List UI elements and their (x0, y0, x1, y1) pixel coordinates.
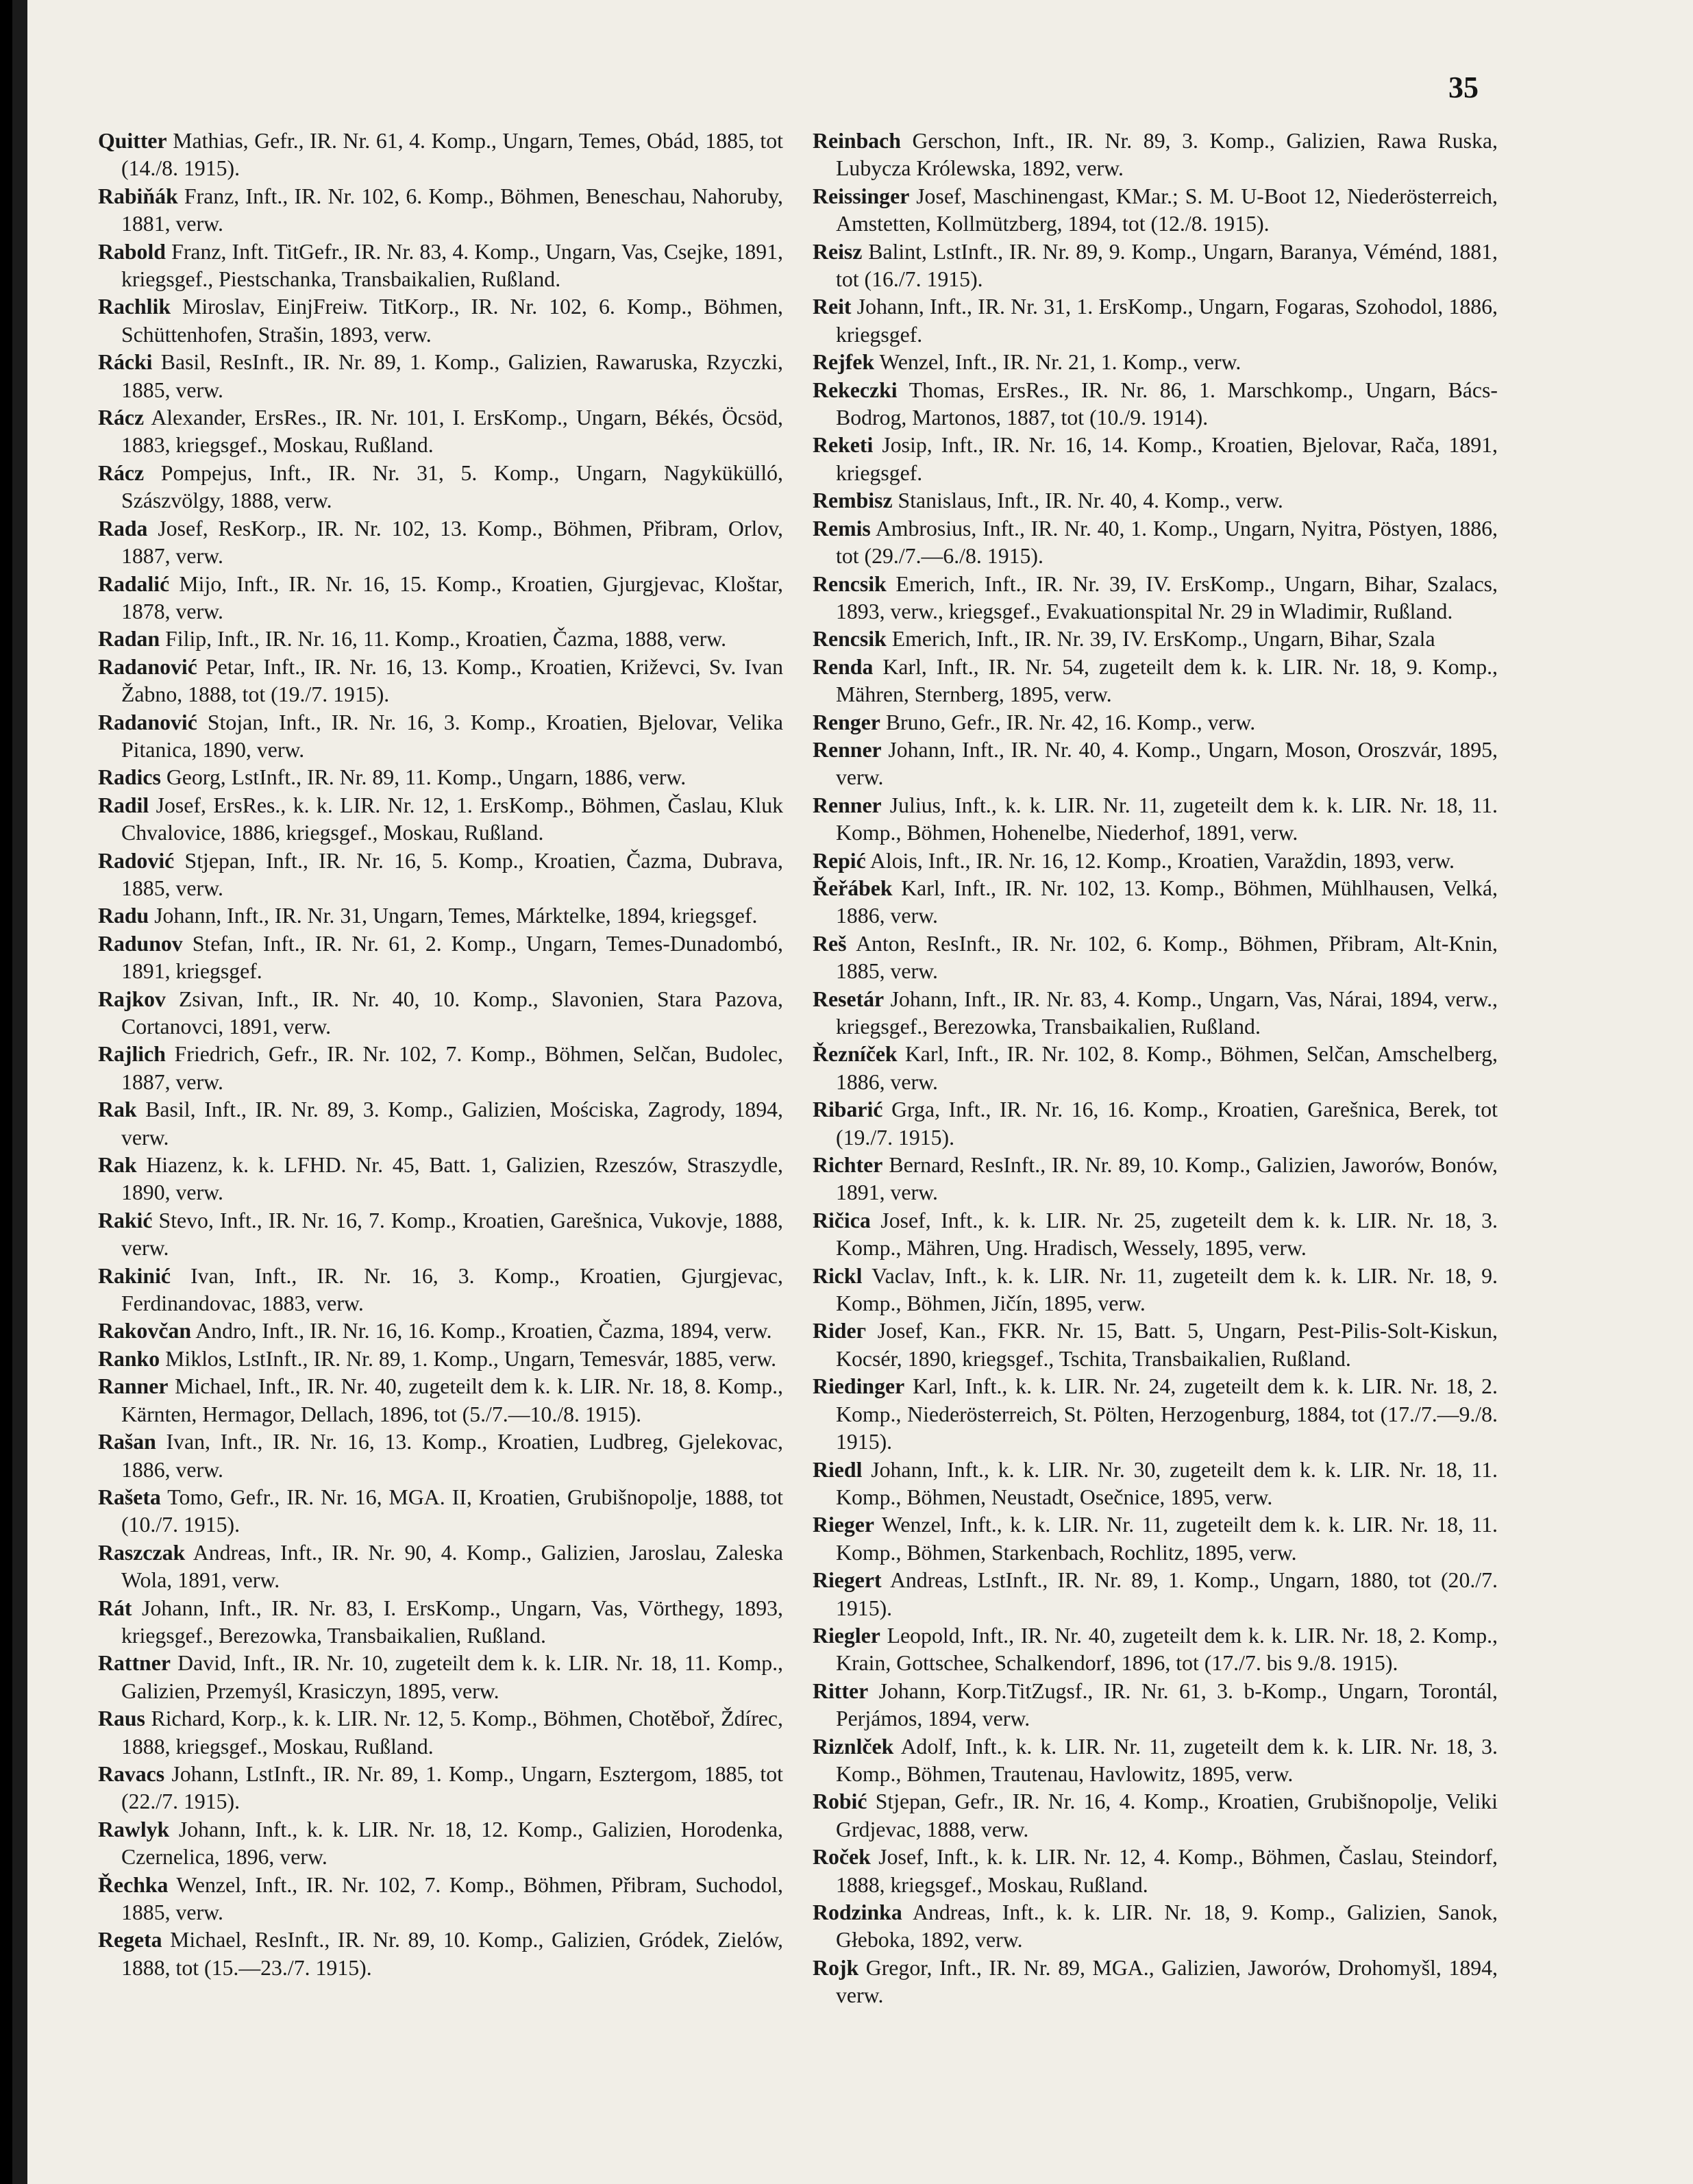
casualty-entry (813, 1955, 1498, 2010)
casualty-entry (813, 654, 1498, 709)
casualty-entry (813, 1096, 1498, 1152)
casualty-entry (813, 709, 1498, 736)
casualty-entry (813, 1317, 1498, 1373)
entry-details: Andreas, LstInft., IR. Nr. 89, 1. Komp., Ungarn, 1880, tot (20./7. 1915). (836, 1568, 1498, 1620)
entry-details: Pompejus, Inft., IR. Nr. 31, 5. Komp., Ungarn, Nagykükülló, Szászvölgy, 1888, verw. (121, 460, 783, 513)
entry-details: Stjepan, Gefr., IR. Nr. 16, 4. Komp., Kroatien, Grubišnopolje, Veliki Grdjevac, 1888, verw. (836, 1789, 1498, 1841)
entry-surname: Radunov (98, 931, 183, 956)
entry-details: Alexander, ErsRes., IR. Nr. 101, I. ErsKomp., Ungarn, Békés, Öcsöd, 1883, kriegsgef., Moskau, Rußland. (121, 406, 783, 458)
casualty-entry (813, 183, 1498, 238)
entry-surname: Renger (813, 710, 880, 734)
entry-surname: Resetár (813, 986, 885, 1011)
entry-details: Johann, Korp.TitZugsf., IR. Nr. 61, 3. b-Komp., Ungarn, Torontál, Perjámos, 1894, verw. (836, 1678, 1498, 1731)
entry-details: Julius, Inft., k. k. LIR. Nr. 11, zugeteilt dem k. k. LIR. Nr. 18, 11. Komp., Böhmen, Hohenelbe, Niederhof, 1891, verw. (836, 793, 1498, 845)
casualty-entry (813, 1733, 1498, 1789)
entry-details: Karl, Inft., IR. Nr. 102, 13. Komp., Böhmen, Mühlhausen, Velká, 1886, verw. (836, 876, 1498, 928)
casualty-entry (813, 625, 1498, 653)
casualty-entry (813, 127, 1498, 183)
entry-surname: Řezníček (813, 1042, 898, 1067)
page-edge (12, 0, 27, 2184)
entry-details: Tomo, Gefr., IR. Nr. 16, MGA. II, Kroatien, Grubišnopolje, 1888, tot (10./7. 1915). (121, 1485, 783, 1537)
entry-surname: Rajkov (98, 986, 166, 1011)
entry-details: Basil, Inft., IR. Nr. 89, 3. Komp., Galizien, Mościska, Zagrody, 1894, verw. (121, 1097, 783, 1150)
left-column (98, 127, 783, 2046)
casualty-entry (98, 571, 783, 626)
entry-details: Emerich, Inft., IR. Nr. 39, IV. ErsKomp., Ungarn, Bihar, Szala (891, 627, 1435, 652)
entry-details: Wenzel, Inft., k. k. LIR. Nr. 11, zugeteilt dem k. k. LIR. Nr. 18, 11. Komp., Böhmen, Starkenbach, Rochlitz, 1895, verw. (836, 1513, 1498, 1565)
entry-details: Josef, ResKorp., IR. Nr. 102, 13. Komp., Böhmen, Přibram, Orlov, 1887, verw. (121, 516, 783, 569)
entry-surname: Reinbach (813, 129, 901, 153)
entry-details: Alois, Inft., IR. Nr. 16, 12. Komp., Kroatien, Varaždin, 1893, verw. (869, 848, 1455, 873)
entry-surname: Ričica (813, 1208, 871, 1232)
entry-surname: Rabiňák (98, 184, 178, 208)
casualty-entry (98, 1317, 783, 1345)
entry-details: Anton, ResInft., IR. Nr. 102, 6. Komp., Böhmen, Přibram, Alt-Knin, 1885, verw. (836, 931, 1498, 984)
entry-surname: Rašeta (98, 1485, 161, 1509)
entry-surname: Riedl (813, 1457, 863, 1482)
casualty-entry (813, 1041, 1498, 1096)
entry-details: Adolf, Inft., k. k. LIR. Nr. 11, zugeteilt dem k. k. LIR. Nr. 18, 3. Komp., Böhmen, Trautenau, Havlowitz, 1895, verw. (836, 1734, 1498, 1786)
entry-surname: Rieger (813, 1513, 875, 1537)
casualty-entry (98, 930, 783, 986)
casualty-entry (98, 709, 783, 765)
entry-surname: Ritter (813, 1678, 869, 1703)
entry-surname: Rejfek (813, 350, 875, 375)
entry-surname: Remis (813, 516, 871, 541)
entry-details: Stanislaus, Inft., IR. Nr. 40, 4. Komp., verw. (898, 488, 1283, 513)
page-number: 35 (1448, 71, 1479, 104)
entry-surname: Rencsik (813, 571, 887, 596)
casualty-entry (98, 625, 783, 653)
casualty-entry (98, 1345, 783, 1373)
entry-surname: Rácz (98, 406, 145, 430)
casualty-entry (98, 986, 783, 1041)
casualty-entry (813, 1207, 1498, 1263)
entry-details: Wenzel, Inft., IR. Nr. 21, 1. Komp., verw. (879, 350, 1241, 375)
casualty-entry (98, 654, 783, 709)
entry-surname: Rabold (98, 239, 166, 264)
entry-surname: Rekeczki (813, 377, 898, 402)
entry-surname: Reit (813, 295, 852, 319)
entry-surname: Roček (813, 1845, 871, 1870)
entry-surname: Radan (98, 627, 160, 652)
entry-details: Petar, Inft., IR. Nr. 16, 13. Komp., Kroatien, Križevci, Sv. Ivan Žabno, 1888, tot (19./7. 1915). (121, 654, 783, 707)
entry-surname: Rada (98, 516, 148, 541)
casualty-entry (98, 1705, 783, 1761)
entry-surname: Ravacs (98, 1761, 165, 1786)
casualty-entry (98, 404, 783, 460)
entry-details: David, Inft., IR. Nr. 10, zugeteilt dem k. k. LIR. Nr. 18, 11. Komp., Galizien, Przemyśl, Krasiczyn, 1895, verw. (121, 1651, 783, 1703)
entry-surname: Raus (98, 1707, 145, 1731)
casualty-entry (98, 238, 783, 294)
casualty-entry (98, 1595, 783, 1650)
entry-details: Johann, Inft., IR. Nr. 83, I. ErsKomp., Ungarn, Vas, Vörthegy, 1893, kriegsgef., Berezowka, Transbaikalien, Rußland. (121, 1596, 783, 1648)
casualty-entry (98, 1761, 783, 1816)
casualty-entry (813, 1899, 1498, 1955)
entry-details: Johann, Inft., IR. Nr. 83, 4. Komp., Ungarn, Vas, Nárai, 1894, verw., kriegsgef., Berezowka, Transbaikalien, Rußland. (836, 986, 1498, 1039)
entry-surname: Riegert (813, 1568, 882, 1593)
entry-details: Josip, Inft., IR. Nr. 16, 14. Komp., Kroatien, Bjelovar, Rača, 1891, kriegsgef. (836, 433, 1498, 485)
entry-details: Josef, Kan., FKR. Nr. 15, Batt. 5, Ungarn, Pest-Pilis-Solt-Kiskun, Kocsér, 1890, kriegsgef., Tschita, Transbaikalien, Rußland. (836, 1319, 1498, 1371)
entry-details: Stefan, Inft., IR. Nr. 61, 2. Komp., Ungarn, Temes-Dunadombó, 1891, kriegsgef. (121, 931, 783, 984)
entry-surname: Rakinić (98, 1263, 171, 1288)
casualty-entry (98, 349, 783, 404)
entry-details: Johann, Inft., IR. Nr. 40, 4. Komp., Ungarn, Moson, Oroszvár, 1895, verw. (836, 737, 1498, 790)
entry-details: Ambrosius, Inft., IR. Nr. 40, 1. Komp., Ungarn, Nyitra, Pöstyen, 1886, tot (29./7.—6./8. 1915). (836, 516, 1498, 569)
entry-details: Gerschon, Inft., IR. Nr. 89, 3. Komp., Galizien, Rawa Ruska, Lubycza Królewska, 1892, verw. (836, 129, 1498, 181)
casualty-entry (98, 1207, 783, 1263)
casualty-entry (813, 487, 1498, 514)
casualty-entry (813, 1567, 1498, 1622)
entry-details: Gregor, Inft., IR. Nr. 89, MGA., Galizien, Jaworów, Drohomyšl, 1894, verw. (836, 1955, 1498, 2008)
casualty-entry (813, 875, 1498, 930)
entry-surname: Rawlyk (98, 1817, 170, 1841)
casualty-entry (98, 1484, 783, 1539)
casualty-entry (813, 515, 1498, 571)
casualty-entry (813, 571, 1498, 626)
entry-surname: Řechka (98, 1872, 169, 1897)
entry-details: Miroslav, EinjFreiw. TitKorp., IR. Nr. 102, 6. Komp., Böhmen, Schüttenhofen, Strašin, 1893, verw. (121, 295, 783, 347)
entry-surname: Rencsik (813, 627, 887, 652)
entry-details: Andreas, Inft., IR. Nr. 90, 4. Komp., Galizien, Jaroslau, Zaleska Wola, 1891, verw. (121, 1540, 783, 1593)
entry-details: Mijo, Inft., IR. Nr. 16, 15. Komp., Kroatien, Gjurgjevac, Kloštar, 1878, verw. (121, 571, 783, 623)
entry-surname: Rachlik (98, 295, 171, 319)
entry-details: Michael, Inft., IR. Nr. 40, zugeteilt dem k. k. LIR. Nr. 18, 8. Komp., Kärnten, Hermagor, Dellach, 1896, tot (5./7.—10./8. 1915). (121, 1374, 783, 1426)
casualty-entry (98, 127, 783, 183)
entry-details: Josef, Inft., k. k. LIR. Nr. 25, zugeteilt dem k. k. LIR. Nr. 18, 3. Komp., Mähren, Ung. Hradisch, Wessely, 1895, verw. (836, 1208, 1498, 1261)
entry-details: Franz, Inft., IR. Nr. 102, 6. Komp., Böhmen, Beneschau, Nahoruby, 1881, verw. (121, 184, 783, 236)
casualty-entry (98, 1428, 783, 1484)
entry-details: Josef, ErsRes., k. k. LIR. Nr. 12, 1. ErsKomp., Böhmen, Časlau, Kluk Chvalovice, 1886, kriegsgef., Moskau, Rußland. (121, 793, 783, 845)
entry-details: Basil, ResInft., IR. Nr. 89, 1. Komp., Galizien, Rawaruska, Rzyczki, 1885, verw. (121, 350, 783, 402)
entry-surname: Renda (813, 654, 874, 679)
entry-details: Stevo, Inft., IR. Nr. 16, 7. Komp., Kroatien, Garešnica, Vukovje, 1888, verw. (121, 1208, 783, 1261)
entry-details: Stojan, Inft., IR. Nr. 16, 3. Komp., Kroatien, Bjelovar, Velika Pitanica, 1890, verw. (121, 710, 783, 762)
entry-details: Andro, Inft., IR. Nr. 16, 16. Komp., Kroatien, Čazma, 1894, verw. (195, 1319, 772, 1343)
casualty-entry (98, 1650, 783, 1705)
entry-surname: Repić (813, 848, 866, 873)
entry-details: Richard, Korp., k. k. LIR. Nr. 12, 5. Komp., Böhmen, Chotěboř, Ždírec, 1888, kriegsgef., Moskau, Rußland. (121, 1707, 783, 1759)
entry-details: Leopold, Inft., IR. Nr. 40, zugeteilt dem k. k. LIR. Nr. 18, 2. Komp., Krain, Gottschee, Schalkendorf, 1896, tot (17./7. bis 9./8. 1915). (836, 1623, 1498, 1676)
casualty-entry (98, 1263, 783, 1318)
entry-surname: Richter (813, 1153, 883, 1178)
entry-surname: Quitter (98, 129, 167, 153)
casualty-entry (98, 1926, 783, 1982)
entry-surname: Rickl (813, 1263, 863, 1288)
casualty-entry (813, 293, 1498, 349)
entry-details: Mathias, Gefr., IR. Nr. 61, 4. Komp., Ungarn, Temes, Obád, 1885, tot (14./8. 1915). (121, 129, 783, 181)
right-column (813, 127, 1498, 2046)
entry-surname: Ranner (98, 1374, 169, 1399)
entry-surname: Radović (98, 848, 175, 873)
entry-details: Miklos, LstInft., IR. Nr. 89, 1. Komp., Ungarn, Temesvár, 1885, verw. (165, 1346, 777, 1371)
entry-details: Balint, LstInft., IR. Nr. 89, 9. Komp., Ungarn, Baranya, Véménd, 1881, tot (16./7. 1915). (836, 239, 1498, 292)
entry-details: Josef, Maschinengast, KMar.; S. M. U-Boot 12, Niederösterreich, Amstetten, Kollmützberg, 1894, tot (12./8. 1915). (836, 184, 1498, 236)
casualty-entry (98, 1872, 783, 1927)
entry-surname: Riedinger (813, 1374, 905, 1399)
casualty-entry (98, 1041, 783, 1096)
entry-details: Johann, Inft., k. k. LIR. Nr. 18, 12. Komp., Galizien, Horodenka, Czernelica, 1896, verw. (121, 1817, 783, 1870)
entry-surname: Robić (813, 1789, 867, 1814)
entry-surname: Radics (98, 765, 161, 790)
entry-surname: Rácki (98, 350, 153, 375)
entry-details: Andreas, Inft., k. k. LIR. Nr. 18, 9. Komp., Galizien, Sanok, Głeboka, 1892, verw. (836, 1900, 1498, 1952)
entry-surname: Rodzinka (813, 1900, 902, 1924)
entry-details: Ivan, Inft., IR. Nr. 16, 13. Komp., Kroatien, Ludbreg, Gjelekovac, 1886, verw. (121, 1430, 783, 1482)
entry-surname: Ribarić (813, 1097, 883, 1122)
casualty-entry (98, 764, 783, 791)
entry-details: Stjepan, Inft., IR. Nr. 16, 5. Komp., Kroatien, Čazma, Dubrava, 1885, verw. (121, 848, 783, 900)
entry-details: Ivan, Inft., IR. Nr. 16, 3. Komp., Kroatien, Gjurgjevac, Ferdinandovac, 1883, verw. (121, 1263, 783, 1316)
entry-details: Emerich, Inft., IR. Nr. 39, IV. ErsKomp., Ungarn, Bihar, Szalacs, 1893, verw., kriegsgef., Evakuationspital Nr. 29 in Wladimir, Rußland. (836, 571, 1498, 623)
casualty-entry (98, 847, 783, 903)
entry-surname: Rašan (98, 1430, 156, 1454)
entry-details: Johann, Inft., IR. Nr. 31, 1. ErsKomp., Ungarn, Fogaras, Szohodol, 1886, kriegsgef. (836, 295, 1498, 347)
entry-surname: Rak (98, 1097, 137, 1122)
entry-details: Michael, ResInft., IR. Nr. 89, 10. Komp., Galizien, Gródek, Zielów, 1888, tot (15.—23./7. 1915). (121, 1928, 783, 1980)
entry-surname: Radalić (98, 571, 170, 596)
entry-surname: Riznlček (813, 1734, 894, 1759)
casualty-entry (813, 792, 1498, 847)
document-page (27, 0, 1693, 2184)
entry-surname: Rakić (98, 1208, 153, 1232)
casualty-entry (813, 1678, 1498, 1733)
entry-details: Filip, Inft., IR. Nr. 16, 11. Komp., Kroatien, Čazma, 1888, verw. (165, 627, 727, 652)
entry-surname: Řeřábek (813, 876, 893, 900)
entry-surname: Radu (98, 904, 149, 928)
entry-details: Karl, Inft., k. k. LIR. Nr. 24, zugeteilt dem k. k. LIR. Nr. 18, 2. Komp., Niederösterreich, St. Pölten, Herzogenburg, 1884, tot (17./7.—9./8. 1915). (836, 1374, 1498, 1454)
entry-surname: Rát (98, 1596, 132, 1620)
entry-surname: Rak (98, 1153, 137, 1178)
casualty-entry (813, 1373, 1498, 1456)
entry-details: Friedrich, Gefr., IR. Nr. 102, 7. Komp., Böhmen, Selčan, Budolec, 1887, verw. (121, 1042, 783, 1094)
casualty-entry (98, 1539, 783, 1595)
entry-surname: Riegler (813, 1623, 880, 1648)
casualty-entry (813, 1844, 1498, 1899)
entry-details: Franz, Inft. TitGefr., IR. Nr. 83, 4. Komp., Ungarn, Vas, Csejke, 1891, kriegsgef., Piestschanka, Transbaikalien, Rußland. (121, 239, 783, 292)
entry-surname: Radanović (98, 710, 197, 734)
entry-surname: Rembisz (813, 488, 893, 513)
entry-surname: Radil (98, 793, 149, 817)
entry-surname: Radanović (98, 654, 197, 679)
casualty-entry (813, 736, 1498, 792)
entry-surname: Raszczak (98, 1540, 186, 1565)
entry-details: Johann, Inft., IR. Nr. 31, Ungarn, Temes, Márktelke, 1894, kriegsgef. (154, 904, 758, 928)
entry-surname: Rajlich (98, 1042, 166, 1067)
entry-details: Johann, LstInft., IR. Nr. 89, 1. Komp., Ungarn, Esztergom, 1885, tot (22./7. 1915). (121, 1761, 783, 1814)
casualty-entry (813, 1788, 1498, 1844)
entry-details: Grga, Inft., IR. Nr. 16, 16. Komp., Kroatien, Garešnica, Berek, tot (19./7. 1915). (836, 1097, 1498, 1150)
entry-surname: Reisz (813, 239, 863, 264)
entry-surname: Renner (813, 793, 882, 817)
entry-details: Josef, Inft., k. k. LIR. Nr. 12, 4. Komp., Böhmen, Časlau, Steindorf, 1888, kriegsgef., Moskau, Rußland. (836, 1845, 1498, 1897)
entry-details: Wenzel, Inft., IR. Nr. 102, 7. Komp., Böhmen, Přibram, Suchodol, 1885, verw. (121, 1872, 783, 1924)
entry-surname: Renner (813, 737, 882, 762)
casualty-entry (813, 432, 1498, 487)
casualty-entry (813, 1263, 1498, 1318)
entry-details: Thomas, ErsRes., IR. Nr. 86, 1. Marschkomp., Ungarn, Bács-Bodrog, Martonos, 1887, tot (10./9. 1914). (836, 377, 1498, 430)
entry-details: Karl, Inft., IR. Nr. 54, zugeteilt dem k. k. LIR. Nr. 18, 9. Komp., Mähren, Sternberg, 1895, verw. (836, 654, 1498, 707)
entry-surname: Reissinger (813, 184, 910, 208)
entry-surname: Rácz (98, 460, 145, 485)
entry-details: Vaclav, Inft., k. k. LIR. Nr. 11, zugeteilt dem k. k. LIR. Nr. 18, 9. Komp., Böhmen, Jičín, 1895, verw. (836, 1263, 1498, 1316)
casualty-entry (813, 238, 1498, 294)
entry-surname: Rattner (98, 1651, 171, 1676)
casualty-entry (813, 349, 1498, 376)
entry-details: Hiazenz, k. k. LFHD. Nr. 45, Batt. 1, Galizien, Rzeszów, Straszydle, 1890, verw. (121, 1153, 783, 1205)
casualty-entry (813, 986, 1498, 1041)
casualty-entry (813, 1152, 1498, 1207)
casualty-entry (813, 847, 1498, 875)
casualty-entry (98, 1096, 783, 1152)
casualty-entry (98, 183, 783, 238)
casualty-entry (98, 515, 783, 571)
casualty-entry (98, 293, 783, 349)
entry-surname: Rakovčan (98, 1319, 192, 1343)
entry-details: Georg, LstInft., IR. Nr. 89, 11. Komp., Ungarn, 1886, verw. (166, 765, 687, 790)
entry-surname: Rojk (813, 1955, 859, 1980)
casualty-entry (813, 1456, 1498, 1512)
casualty-entry (813, 1622, 1498, 1678)
casualty-entry (813, 1511, 1498, 1567)
entry-surname: Reketi (813, 433, 874, 458)
casualty-entry (813, 930, 1498, 986)
entry-details: Zsivan, Inft., IR. Nr. 40, 10. Komp., Slavonien, Stara Pazova, Cortanovci, 1891, verw. (121, 986, 783, 1039)
casualty-entry (98, 1816, 783, 1872)
entry-details: Johann, Inft., k. k. LIR. Nr. 30, zugeteilt dem k. k. LIR. Nr. 18, 11. Komp., Böhmen, Neustadt, Osečnice, 1895, verw. (836, 1457, 1498, 1509)
casualty-entry (98, 460, 783, 515)
entry-surname: Regeta (98, 1928, 162, 1952)
casualty-entry (98, 1152, 783, 1207)
casualty-entry (98, 902, 783, 930)
entry-details: Bernard, ResInft., IR. Nr. 89, 10. Komp., Galizien, Jaworów, Bonów, 1891, verw. (836, 1153, 1498, 1205)
entry-surname: Reš (813, 931, 847, 956)
casualty-entry (98, 792, 783, 847)
entry-details: Karl, Inft., IR. Nr. 102, 8. Komp., Böhmen, Selčan, Amschelberg, 1886, verw. (836, 1042, 1498, 1094)
casualty-entry (98, 1373, 783, 1428)
casualty-entry (813, 377, 1498, 432)
entry-details: Bruno, Gefr., IR. Nr. 42, 16. Komp., verw. (885, 710, 1256, 734)
entry-surname: Ridег (813, 1319, 867, 1343)
entry-surname: Ranko (98, 1346, 160, 1371)
